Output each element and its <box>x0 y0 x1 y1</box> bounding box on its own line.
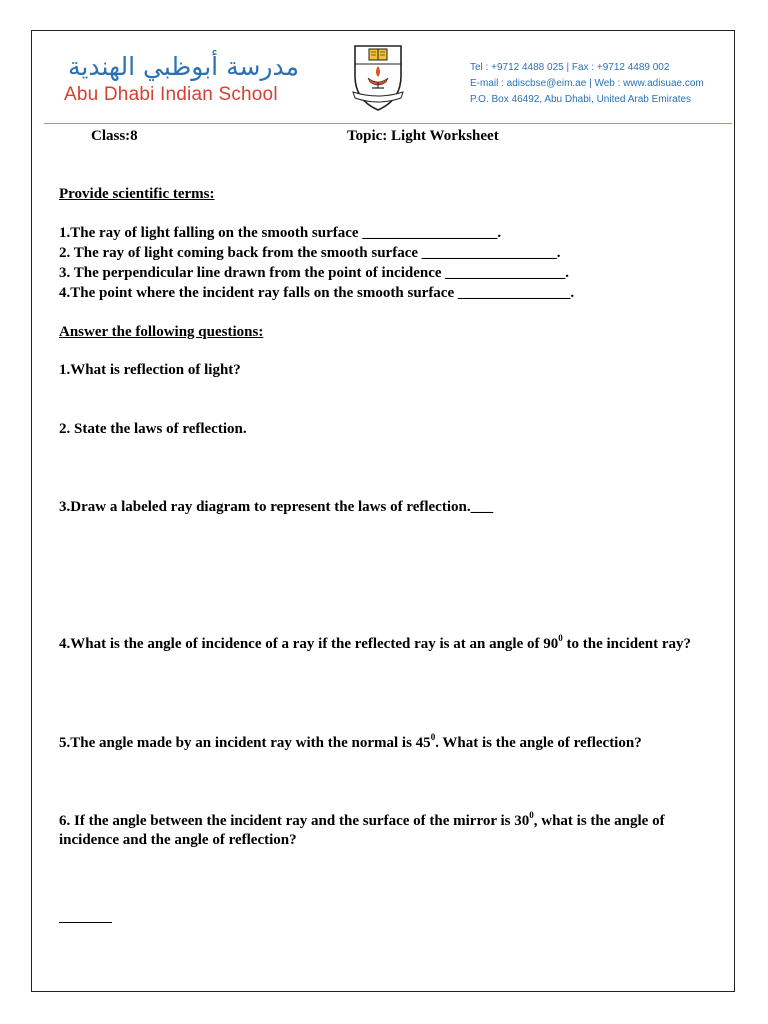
school-contact-info <box>470 60 704 108</box>
question-6 <box>59 812 725 850</box>
question-5 <box>59 734 725 753</box>
class-label: Class:8 <box>91 128 138 144</box>
question-6-text-end: , what is the angle of incidence and the angle of reflection? <box>59 813 665 848</box>
question-3: 3.Draw a labeled ray diagram to represent the laws of reflection.___ <box>59 499 494 515</box>
question-6-text: 6. If the angle between the incident ray and the surface of the mirror is 30 <box>59 813 530 829</box>
degree-superscript: 0 <box>558 633 563 643</box>
school-name-english: Abu Dhabi Indian School <box>64 84 278 105</box>
school-crest-logo <box>352 42 404 112</box>
question-4-text-end: to the incident ray? <box>562 636 692 652</box>
term-item-3: 3. The perpendicular line drawn from the point of incidence ________________. <box>59 265 570 281</box>
header-divider <box>44 123 732 124</box>
question-1: 1.What is reflection of light? <box>59 362 241 378</box>
question-5-text: 5.The angle made by an incident ray with the normal is 45 <box>59 735 431 751</box>
contact-phone-fax: Tel : +9712 4488 025 | Fax : +9712 4489 002 <box>470 62 670 73</box>
term-item-1: 1.The ray of light falling on the smooth surface __________________. <box>59 225 502 241</box>
school-name-arabic: مدرسة أبوظبي الهندية <box>67 52 300 81</box>
degree-superscript: 0 <box>529 810 534 820</box>
term-item-4: 4.The point where the incident ray falls on the smooth surface _______________. <box>59 285 575 301</box>
terms-heading: Provide scientific terms: <box>59 186 215 202</box>
contact-address: P.O. Box 46492, Abu Dhabi, United Arab Emirates <box>470 94 692 105</box>
question-5-text-end: . What is the angle of reflection? <box>435 735 642 751</box>
closing-underline <box>59 922 112 923</box>
questions-heading: Answer the following questions: <box>59 324 264 340</box>
contact-email-web: E-mail : adiscbse@eim.ae | Web : www.adisuae.com <box>470 78 704 89</box>
term-item-2: 2. The ray of light coming back from the smooth surface __________________. <box>59 245 561 261</box>
degree-superscript: 0 <box>430 732 436 742</box>
question-4 <box>59 635 725 654</box>
question-4-text: 4.What is the angle of incidence of a ray if the reflected ray is at an angle of 90 <box>59 636 559 652</box>
question-2: 2. State the laws of reflection. <box>59 421 247 437</box>
topic-label: Topic: Light Worksheet <box>347 128 499 144</box>
